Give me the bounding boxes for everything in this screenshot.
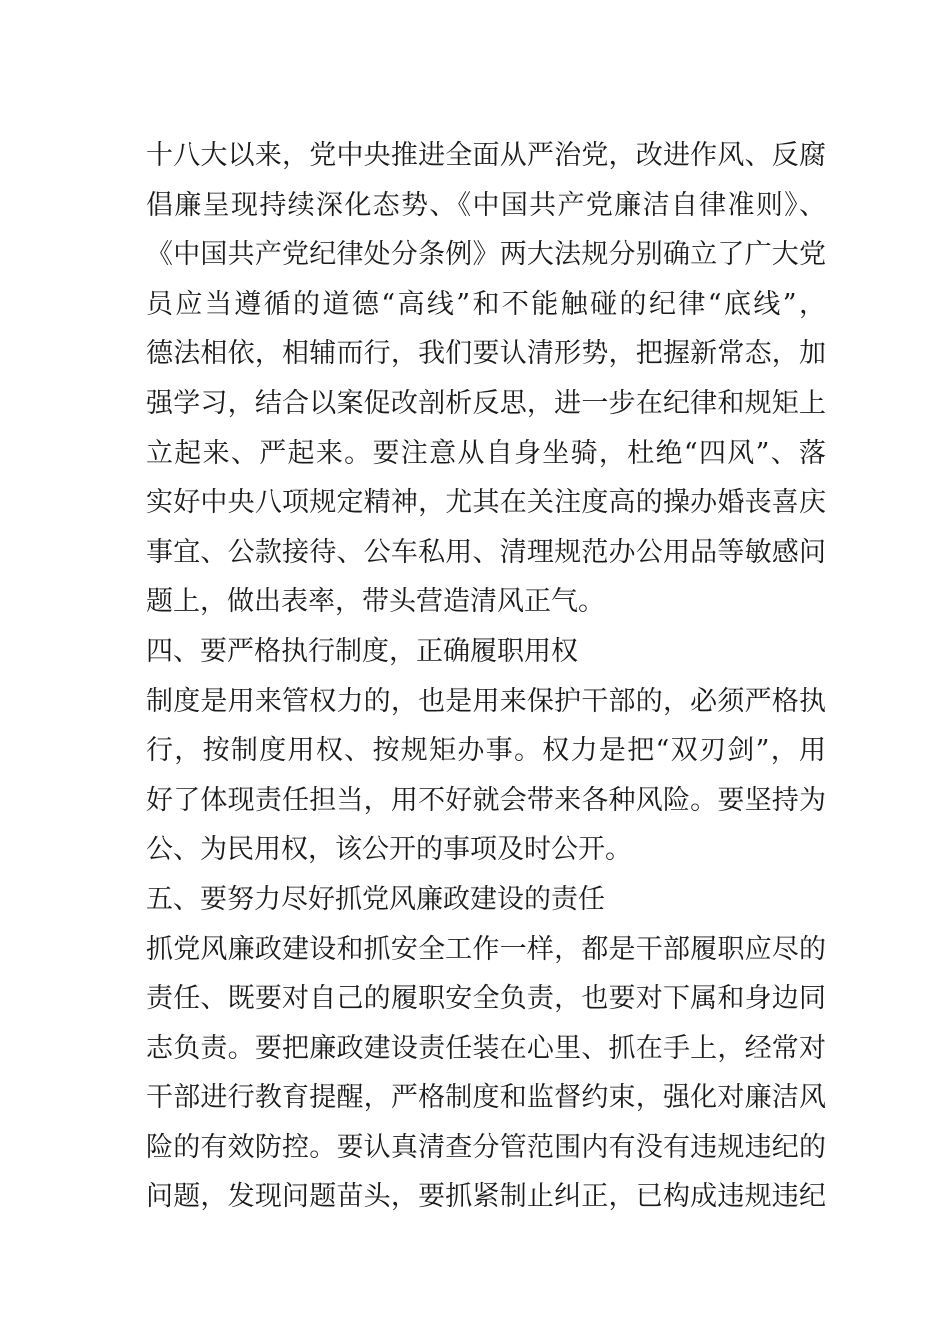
text-line: 强学习，结合以案促改剖析反思，进一步在纪律和规矩上	[146, 387, 826, 419]
text-line: 干部进行教育提醒，严格制度和监督约束，强化对廉洁风	[146, 1082, 826, 1114]
text-line: 行，按制度用权、按规矩办事。权力是把“双刃剑”，用	[146, 735, 826, 767]
text-line: 事宜、公款接待、公车私用、清理规范办公用品等敏感问	[146, 536, 826, 568]
text-line: 倡廉呈现持续深化态势、《中国共产党廉洁自律准则》、	[146, 189, 826, 221]
text-line: 实好中央八项规定精神，尤其在关注度高的操办婚丧喜庆	[146, 487, 826, 519]
text-line: 问题，发现问题苗头，要抓紧制止纠正，已构成违规违纪	[146, 1181, 826, 1213]
text-line: 抓党风廉政建设和抓安全工作一样，都是干部履职应尽的	[146, 933, 826, 965]
text-line: 立起来、严起来。要注意从自身坐骑，杜绝“四风”、落	[146, 437, 826, 469]
section-heading: 四、要严格执行制度，正确履职用权	[146, 635, 578, 667]
text-line: 《中国共产党纪律处分条例》两大法规分别确立了广大党	[146, 239, 826, 271]
text-line: 志负责。要把廉政建设责任装在心里、抓在手上，经常对	[146, 1032, 826, 1064]
text-line: 好了体现责任担当，用不好就会带来各种风险。要坚持为	[146, 784, 826, 816]
text-line: 公、为民用权，该公开的事项及时公开。	[146, 834, 632, 866]
text-line: 十八大以来，党中央推进全面从严治党，改进作风、反腐	[146, 140, 826, 171]
text-line: 责任、既要对自己的履职安全负责，也要对下属和身边同	[146, 983, 826, 1015]
section-heading: 五、要努力尽好抓党风廉政建设的责任	[146, 883, 605, 915]
text-line: 制度是用来管权力的，也是用来保护干部的，必须严格执	[146, 685, 826, 717]
document-body	[146, 131, 826, 1222]
text-line: 题上，做出表率，带头营造清风正气。	[146, 586, 605, 618]
text-line: 员应当遵循的道德“高线”和不能触碰的纪律“底线”，	[146, 288, 826, 320]
text-line: 险的有效防控。要认真清查分管范围内有没有违规违纪的	[146, 1131, 826, 1163]
text-line: 德法相依，相辅而行，我们要认清形势，把握新常态，加	[146, 338, 826, 370]
